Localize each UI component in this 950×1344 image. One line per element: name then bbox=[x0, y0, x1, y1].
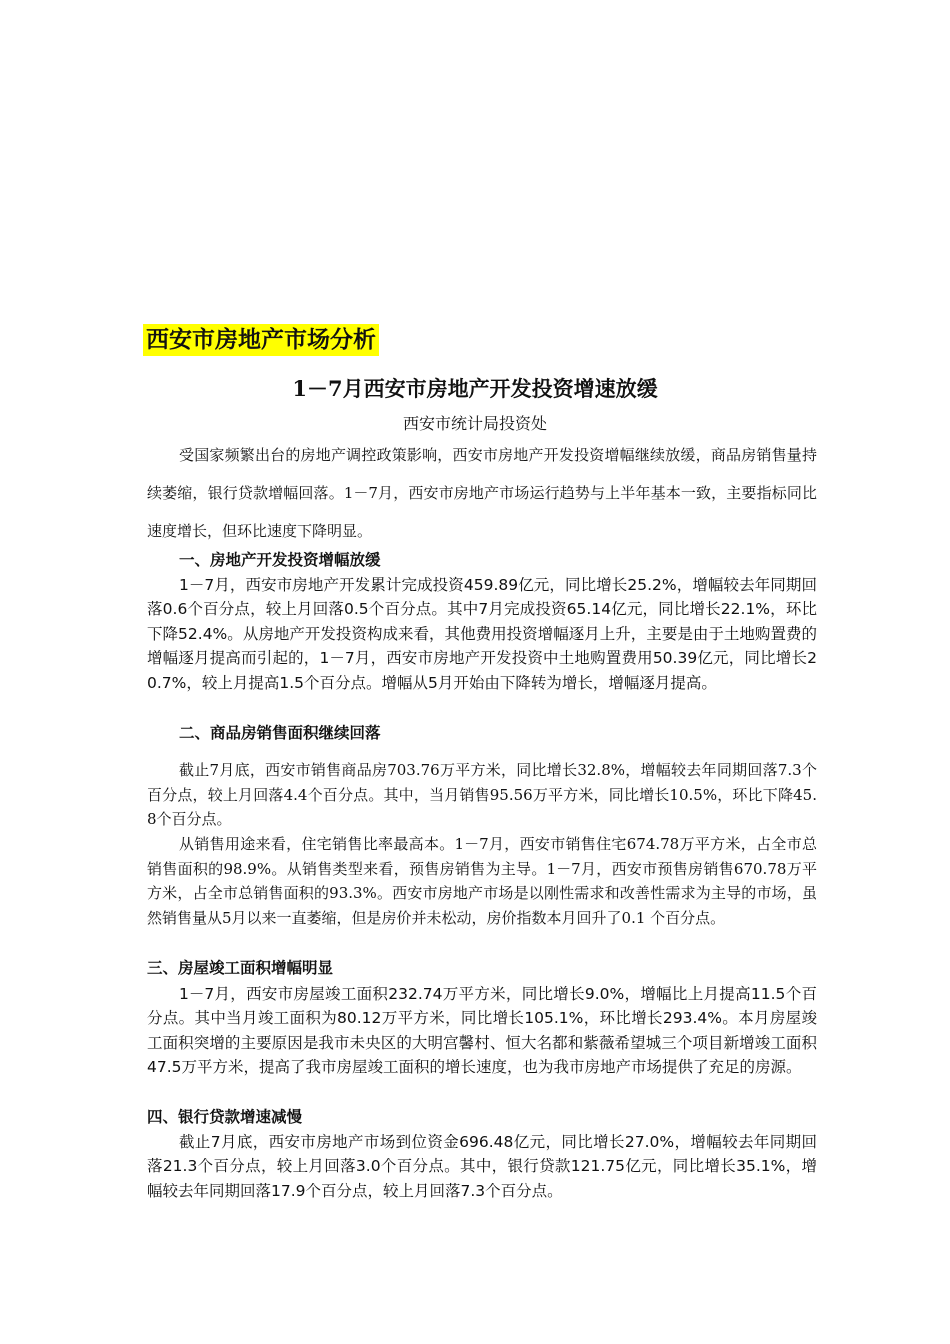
section-1-paragraph-1: 1－7月，西安市房地产开发累计完成投资459.89亿元，同比增长25.2%，增幅较去年同期回落0.6个百分点，较上月回落0.5个百分点。其中7月完成投资65.14亿元，同比增长22.1%，环比下降52.4%。从房地产开发投资构成来看，其他费用投资增幅逐月上升，主要是由于土地购置费的增幅逐月提高而引起的，1－7月，西安市房地产开发投资中土地购置费用50.39亿元，同比增长20.7%，较上月提高1.5个百分点。增幅从5月开始由下降转为增长，增幅逐月提高。 bbox=[147, 576, 817, 692]
section-heading-4: 四、银行贷款增速减慢 bbox=[147, 1108, 303, 1126]
intro-paragraph: 受国家频繁出台的房地产调控政策影响，西安市房地产开发投资增幅继续放缓，商品房销售量持续萎缩，银行贷款增幅回落。1－7月，西安市房地产市场运行趋势与上半年基本一致，主要指标同比速度增长，但环比速度下降明显。 bbox=[147, 446, 817, 540]
document-title: 西安市房地产市场分析 bbox=[143, 324, 379, 356]
section-heading-1: 一、房地产开发投资增幅放缓 bbox=[179, 551, 381, 569]
section-2-paragraph-1: 截止7月底，西安市销售商品房703.76万平方米，同比增长32.8%，增幅较去年同期回落7.3个百分点，较上月回落4.4个百分点。其中，当月销售95.56万平方米，同比增长10.5%，环比下降45.8个百分点。 bbox=[147, 761, 817, 828]
section-3-paragraph-1: 1－7月，西安市房屋竣工面积232.74万平方米，同比增长9.0%，增幅比上月提高11.5个百分点。其中当月竣工面积为80.12万平方米，同比增长105.1%，环比增长293.4%。本月房屋竣工面积突增的主要原因是我市未央区的大明宫馨村、恒大名都和紫薇希望城三个项目新增竣工面积47.5万平方米，提高了我市房屋竣工面积的增长速度，也为我市房地产市场提供了充足的房源。 bbox=[147, 985, 817, 1077]
section-heading-3: 三、房屋竣工面积增幅明显 bbox=[147, 959, 334, 977]
section-heading-2: 二、商品房销售面积继续回落 bbox=[179, 724, 381, 742]
section-4-paragraph-1: 截止7月底，西安市房地产市场到位资金696.48亿元，同比增长27.0%，增幅较去年同期回落21.3个百分点，较上月回落3.0个百分点。其中，银行贷款121.75亿元，同比增长35.1%，增幅较去年同期回落17.9个百分点，较上月回落7.3个百分点。 bbox=[147, 1133, 817, 1200]
byline: 西安市统计局投资处 bbox=[402, 414, 547, 433]
article-title: 1－7月西安市房地产开发投资增速放缓 bbox=[292, 376, 658, 401]
section-2-paragraph-2: 从销售用途来看，住宅销售比率最高本。1－7月，西安市销售住宅674.78万平方米，占全市总销售面积的98.9%。从销售类型来看，预售房销售为主导。1－7月，西安市预售房销售670.78万平方米，占全市总销售面积的93.3%。西安市房地产市场是以刚性需求和改善性需求为主导的市场，虽然销售量从5月以来一直萎缩，但是房价并未松动，房价指数本月回升了0.1 个百分点。 bbox=[147, 835, 817, 927]
